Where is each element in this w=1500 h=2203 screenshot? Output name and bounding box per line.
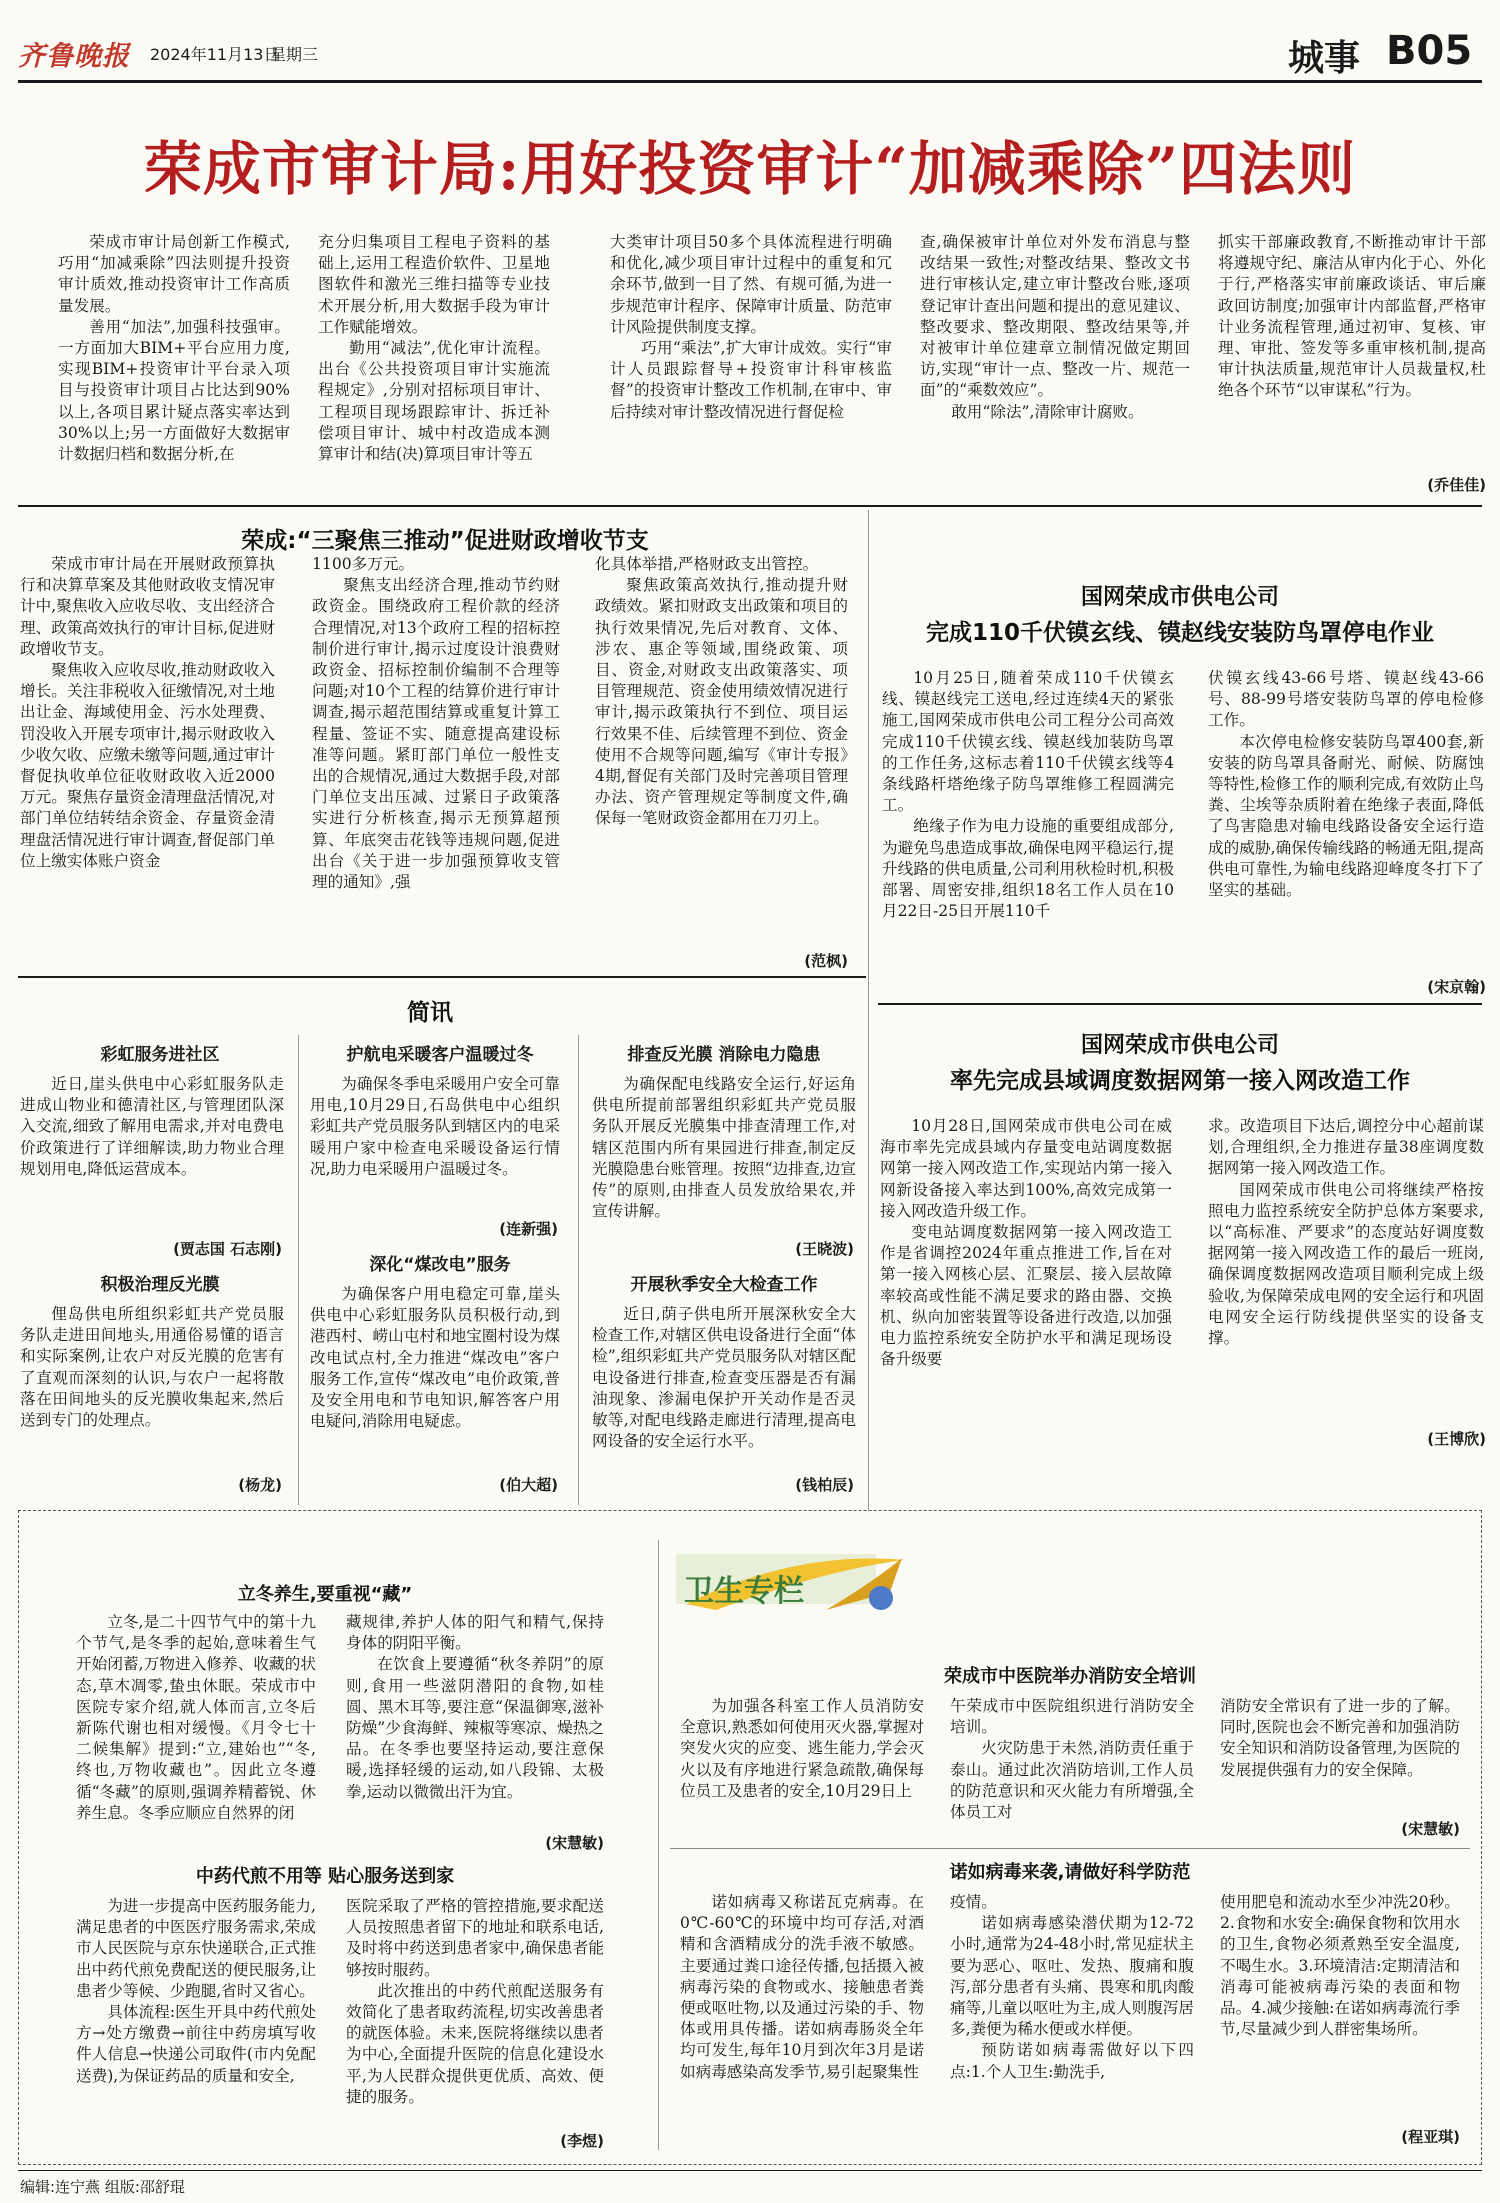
paragraph: 变电站调度数据网第一接入网改造工作是省调控2024年重点推进工作,旨在对第一接入网核心层、汇聚层、接入层故障率较高或性能不满足要求的路由器、交换机、纵向加密装置等设备进行改造,以加强电力监控系统安全防护水平和满足现场设备升级要 xyxy=(880,1223,1172,1369)
main-col-2 xyxy=(318,232,550,502)
paragraph: 大类审计项目50多个具体流程进行明确和优化,减少项目审计过程中的重复和冗余环节,做到一目了然、有规可循,为进一步规范审计程序、保障审计质量、防范审计风险提供制度支撑。 xyxy=(610,233,892,336)
footer-rule xyxy=(18,2170,1482,2171)
paragraph: 消防安全常识有了进一步的了解。同时,医院也会不断完善和加强消防安全知识和消防设备管理,为医院的发展提供强有力的安全保障。 xyxy=(1220,1697,1460,1779)
divider-v-2 xyxy=(298,1035,299,1505)
grid1-col-1 xyxy=(882,668,1174,994)
paragraph: 充分归集项目工程电子资料的基础上,运用工程造价软件、卫星地图软件和激光三维扫描等专业技术开展分析,用大数据手段为审计工作赋能增效。 xyxy=(318,233,550,336)
grid1-org: 国网荣成市供电公司 xyxy=(1080,585,1279,610)
paragraph: 在饮食上要遵循“秋冬养阴”的原则,食用一些滋阴潜阳的食物,如桂圆、黑木耳等,要注意“保温御寒,滋补防燥”少食海鲜、辣椒等寒凉、燥热之品。在冬季也要坚持运动,要注意保暖,选择轻缓的运动,如八段锦、太极拳,运动以微微出汗为宜。 xyxy=(346,1655,604,1801)
divider-v-health xyxy=(658,1540,659,2150)
main-col-5 xyxy=(1218,232,1486,472)
brief-2-byline: (杨龙) xyxy=(238,1476,282,1494)
finance-headline: 荣成:“三聚焦三推动”促进财政增收节支 xyxy=(241,528,649,554)
brief-6-title: 开展秋季安全大检查工作 xyxy=(630,1275,818,1295)
paragraph: 巧用“乘法”,扩大审计成效。实行“审计人员跟踪督导+投资审计科审核监督”的投资审计整改工作机制,在审中、审后持续对审计整改情况进行督促检 xyxy=(610,339,892,421)
health-a4-byline: (程亚琪) xyxy=(1401,2128,1460,2146)
paragraph: 敢用“除法”,清除审计腐败。 xyxy=(951,402,1144,421)
health-a3-title: 荣成市中医院举办消防安全培训 xyxy=(944,1666,1196,1687)
brief-6-byline: (钱柏辰) xyxy=(795,1476,854,1494)
health-a4-col-3 xyxy=(1220,1892,1460,2108)
brief-1-byline: (贾志国 石志刚) xyxy=(173,1240,282,1258)
paragraph: 聚焦收入应收尽收,推动财政收入增长。关注非税收入征缴情况,对土地出让金、海域使用金、污水处理费、罚没收入开展专项审计,揭示财政收入少收欠收、应缴未缴等问题,通过审计督促执收单位征收财政收入近2000万元。聚焦存量资金清理盘活情况,对部门单位结转结余资金、存量资金清理盘活情况进行审计调查,督促部门单位上缴实体账户资金 xyxy=(20,661,275,870)
paragraph: 使用肥皂和流动水至少冲洗20秒。2.食物和水安全:确保食物和饮用水的卫生,食物必须煮熟至安全温度,不喝生水。3.环境清洁:定期清洁和消毒可能被病毒污染的表面和物品。4.减少接触:在诺如病毒流行季节,尽量减少到人群密集场所。 xyxy=(1220,1893,1460,2039)
main-col-4 xyxy=(920,232,1190,502)
grid2-headline: 率先完成县域调度数据网第一接入网改造工作 xyxy=(950,1068,1410,1094)
health-a3-col-1 xyxy=(680,1696,924,1840)
main-col-1 xyxy=(58,232,290,502)
paragraph: 聚焦支出经济合理,推动节约财政资金。围绕政府工程价款的经济合理情况,对13个政府工程的招标控制价进行审计,揭示过度设计浪费财政资金、招标控制价编制不合理等问题;对10个工程的结算价进行审计调查,揭示超范围结算或重复计算工程量、签证不实、随意提高建设标准等问题。紧盯部门单位一般性支出的合规情况,通过大数据手段,对部门单位支出压减、过紧日子政策落实进行分析核查,揭示无预算超预算、年底突击花钱等违规问题,促进出台《关于进一步加强预算收支管理的通知》,强 xyxy=(312,576,560,892)
paragraph: 本次停电检修安装防鸟罩400套,新安装的防鸟罩具备耐光、耐候、防腐蚀等特性,检修工作的顺利完成,有效防止鸟粪、尘埃等杂质附着在绝缘子表面,降低了鸟害隐患对输电线路设备安全运行造成的威胁,确保传输线路的畅通无阻,提高供电可靠性,为输电线路迎峰度冬打下了坚实的基础。 xyxy=(1208,732,1484,900)
main-byline: (乔佳佳) xyxy=(1427,476,1486,494)
paragraph: 近日,崖头供电中心彩虹服务队走进成山物业和德清社区,与管理团队深入交流,细致了解用电需求,并对电费电价政策进行了详细解读,助力物业合理规划用电,降低运营成本。 xyxy=(20,1075,284,1178)
paragraph: 10月28日,国网荣成市供电公司在威海市率先完成县域内存量变电站调度数据网第一接入网改造工作,实现站内第一接入网新设备接入率达到100%,高效完成第一接入网改造升级工作。 xyxy=(880,1117,1172,1220)
grid2-col-1 xyxy=(880,1116,1172,1456)
paragraph: 诺如病毒感染潜伏期为12-72小时,通常为24-48小时,常见症状主要为恶心、呕吐、发热、腹痛和腹泻,部分患者有头痛、畏寒和肌肉酸痛等,儿童以呕吐为主,成人则腹泻居多,粪便为稀水便或水样便。 xyxy=(950,1914,1194,2039)
health-banner-text: 卫生专栏 xyxy=(684,1574,804,1609)
paragraph: 疫情。 xyxy=(950,1893,997,1911)
health-a3-col-2 xyxy=(950,1696,1194,1840)
health-a4-col-1 xyxy=(680,1892,924,2148)
grid2-org: 国网荣成市供电公司 xyxy=(1080,1033,1279,1058)
paragraph: 1100多万元。 xyxy=(312,555,415,573)
briefs-heading: 简讯 xyxy=(407,1000,453,1026)
health-a2-col-1 xyxy=(76,1896,316,2146)
newspaper-logo: 齐鲁晚报 xyxy=(18,41,130,72)
paragraph: 为确保配电线路安全运行,好运角供电所提前部署组织彩虹共产党员服务队开展反光膜集中排查清理工作,对辖区范围内所有果园进行排查,制定反光膜隐患台账管理。按照“边排查,边宣传”的原则,由排查人员发放给果农,并宣传讲解。 xyxy=(592,1075,856,1221)
paragraph: 伏镆玄线43-66号塔、镆赵线43-66号、88-99号塔安装防鸟罩的停电检修工作。 xyxy=(1208,669,1484,730)
paragraph: 荣成市审计局在开展财政预算执行和决算草案及其他财政收支情况审计中,聚焦收入应收尽收、支出经济合理、政策高效执行的审计目标,促进财政增收节支。 xyxy=(20,555,275,658)
main-headline: 荣成市审计局:用好投资审计“加减乘除”四法则 xyxy=(143,135,1357,203)
paragraph: 午荣成市中医院组织进行消防安全培训。 xyxy=(950,1697,1194,1737)
health-a2-byline: (李煜) xyxy=(560,2132,604,2150)
paragraph: 藏规律,养护人体的阳气和精气,保持身体的阴阳平衡。 xyxy=(346,1613,604,1653)
brief-1-title: 彩虹服务进社区 xyxy=(100,1045,220,1065)
paragraph: 为加强各科室工作人员消防安全意识,熟悉如何使用灭火器,掌握对突发火灾的应变、逃生能力,学会灭火以及有序地进行紧急疏散,确保每位员工及患者的安全,10月29日上 xyxy=(680,1697,924,1800)
divider-briefs xyxy=(18,976,866,978)
paragraph: 预防诺如病毒需做好以下四点:1.个人卫生:勤洗手, xyxy=(950,2041,1194,2081)
brief-5-text xyxy=(592,1074,856,1244)
divider-grid xyxy=(878,1003,1482,1005)
health-a1-col-1 xyxy=(76,1612,316,1870)
brief-4-byline: (伯大超) xyxy=(499,1476,558,1494)
brief-1-text xyxy=(20,1074,284,1244)
page-number: B05 xyxy=(1386,28,1473,74)
divider-health-h xyxy=(670,1848,1470,1849)
health-a3-byline: (宋慧敏) xyxy=(1401,1820,1460,1838)
brief-3-title: 护航电采暖客户温暖过冬 xyxy=(346,1045,534,1065)
grid2-byline: (王博欣) xyxy=(1427,1430,1486,1448)
paragraph: 此次推出的中药代煎配送服务有效简化了患者取药流程,切实改善患者的就医体验。未来,医院将继续以患者为中心,全面提升医院的信息化建设水平,为人民群众提供更优质、高效、便捷的服务。 xyxy=(346,1981,604,2106)
paragraph: 抓实干部廉政教育,不断推动审计干部将遵规守纪、廉洁从审内化于心、外化于行,严格落实审前廉政谈话、审后廉政回访制度;加强审计内部监督,严格审计业务流程管理,通过初审、复核、审理、审批、签发等多重审核机制,提高审计执法质量,规范审计人员裁量权,杜绝各个环节“以审谋私”行为。 xyxy=(1218,233,1486,400)
paragraph: 诺如病毒又称诺瓦克病毒。在0℃-60℃的环境中均可存活,对酒精和含酒精成分的洗手液不敏感。主要通过粪口途径传播,包括摄入被病毒污染的食物或水、接触患者粪便或呕吐物,以及通过污染的手、物体或用具传播。诺如病毒肠炎全年均可发生,每年10月到次年3月是诺如病毒感染高发季节,易引起聚集性 xyxy=(680,1893,924,2081)
health-a4-col-2 xyxy=(950,1892,1194,2148)
divider-main xyxy=(18,505,1482,507)
health-a4-title: 诺如病毒来袭,请做好科学防范 xyxy=(949,1862,1191,1883)
paragraph: 荣成市审计局创新工作模式,巧用“加减乘除”四法则提升投资审计质效,推动投资审计工作高质量发展。 xyxy=(58,233,290,315)
paragraph: 求。改造项目下达后,调控分中心超前谋划,合理组织,全力推进存量38座调度数据网第一接入网改造工作。 xyxy=(1208,1117,1484,1178)
finance-col-1 xyxy=(20,554,275,964)
paragraph: 国网荣成市供电公司将继续严格按照电力监控系统安全防护总体方案要求,以“高标准、严要求”的态度站好调度数据网第一接入网改造工作的最后一班岗,确保调度数据网改造项目顺利完成上级验收,为保障荣成电网的安全运行和巩固电网安全运行防线提供坚实的设备支撑。 xyxy=(1208,1180,1484,1348)
brief-4-title: 深化“煤改电”服务 xyxy=(369,1255,511,1275)
grid1-byline: (宋京翰) xyxy=(1427,978,1486,996)
section-name: 城事 xyxy=(1288,37,1361,79)
paragraph: 查,确保被审计单位对外发布消息与整改结果一致性;对整改结果、整改文书进行审核认定,建立审计整改台账,逐项登记审计查出问题和提出的意见建议、整改要求、整改期限、整改结果等,并对被审计单位建章立制情况做定期回访,实现“审计一点、整改一片、规范一面”的“乘数效应”。 xyxy=(920,233,1190,400)
paragraph: 善用“加法”,加强科技强审。一方面加大BIM+平台应用力度,实现BIM+投资审计平台录入项目与投资审计项目占比达到90%以上,各项目累计疑点落实率达到30%以上;另一方面做好大数据审计数据归档和数据分析,在 xyxy=(58,317,290,464)
brief-2-text xyxy=(20,1304,284,1494)
paragraph: 立冬,是二十四节气中的第十九个节气,是冬季的起始,意味着生气开始闭蓄,万物进入修养、收藏的状态,草木凋零,蛰虫休眠。荣成市中医院专家介绍,就人体而言,立冬后新陈代谢也相对缓慢。《月令七十二候集解》提到:“立,建始也”“冬,终也,万物收藏也”。因此立冬遵循“冬藏”的原则,强调养精蓄锐、休养生息。冬季应顺应自然界的闭 xyxy=(76,1613,316,1822)
masthead xyxy=(0,0,1500,80)
paragraph: 火灾防患于未然,消防责任重于泰山。通过此次消防培训,工作人员的防范意识和灭火能力有所增强,全体员工对 xyxy=(950,1739,1194,1822)
brief-6-text xyxy=(592,1304,856,1494)
finance-col-2 xyxy=(312,554,560,964)
health-a1-col-2 xyxy=(346,1612,604,1830)
paragraph: 聚焦政策高效执行,推动提升财政绩效。紧扣财政支出政策和项目的执行效果情况,先后对教育、文体、涉农、惠企等领域,围绕政策、项目、资金,对财政支出政策落实、项目管理规范、资金使用绩效情况进行审计,揭示政策执行不到位、项目运行效果不佳、后续管理不到位、资金使用不合规等问题,编写《审计专报》4期,督促有关部门及时完善项目管理办法、资产管理规定等制度文件,确保每一笔财政资金都用在刀刃上。 xyxy=(595,576,848,828)
grid1-col-2 xyxy=(1208,668,1484,988)
grid2-col-2 xyxy=(1208,1116,1484,1434)
paragraph: 勤用“减法”,优化审计流程。出台《公共投资项目审计实施流程规定》,分别对招标项目审计、工程项目现场跟踪审计、拆迁补偿项目审计、城中村改造成本测算审计和结(决)算项目审计等五 xyxy=(318,339,550,464)
finance-byline: (范枫) xyxy=(804,952,848,970)
brief-4-text xyxy=(310,1284,560,1496)
paragraph: 为确保冬季电采暖用户安全可靠用电,10月29日,石岛供电中心组织彩虹共产党员服务队到辖区内的电采暖用户家中检查电采暖设备运行情况,助力电采暖用户温暖过冬。 xyxy=(310,1075,560,1178)
paragraph: 为进一步提高中医药服务能力,满足患者的中医医疗服务需求,荣成市人民医院与京东快递联合,正式推出中药代煎免费配送的便民服务,让患者少等候、少跑腿,省时又省心。 xyxy=(76,1897,316,2000)
brief-5-title: 排查反光膜 消除电力隐患 xyxy=(627,1045,821,1065)
paragraph: 化具体举措,严格财政支出管控。 xyxy=(595,555,819,573)
paragraph: 俚岛供电所组织彩虹共产党员服务队走进田间地头,用通俗易懂的语言和实际案例,让农户对反光膜的危害有了直观而深刻的认识,与农户一起将散落在田间地头的反光膜收集起来,然后送到专门的处理点。 xyxy=(20,1305,284,1430)
health-a2-title: 中药代煎不用等 贴心服务送到家 xyxy=(195,1866,455,1887)
main-col-3 xyxy=(610,232,892,502)
finance-col-3 xyxy=(595,554,848,950)
paragraph: 医院采取了严格的管控措施,要求配送人员按照患者留下的地址和联系电话,及时将中药送到患者家中,确保患者能够按时服药。 xyxy=(346,1897,604,1979)
brief-2-title: 积极治理反光膜 xyxy=(100,1275,220,1295)
paragraph: 具体流程:医生开具中药代煎处方→处方缴费→前往中药房填写收件人信息→快递公司取件(市内免配送费),为保证药品的质量和安全, xyxy=(76,2003,316,2085)
paragraph: 近日,荫子供电所开展深秋安全大检查工作,对辖区供电设备进行全面“体检”,组织彩虹共产党员服务队对辖区配电设备进行排查,检查变压器是否有漏油现象、渗漏电保护开关动作是否灵敏等,对配电线路走廊进行清理,提高电网设备的安全运行水平。 xyxy=(592,1305,856,1451)
issue-date: 2024年11月13日 xyxy=(150,45,280,64)
health-banner xyxy=(676,1540,906,1620)
health-a3-col-3 xyxy=(1220,1696,1460,1812)
paragraph: 为确保客户用电稳定可靠,崖头供电中心彩虹服务队员积极行动,到港西村、崂山屯村和地宝圈村设为煤改电试点村,全力推进“煤改电”客户服务工作,宣传“煤改电”电价政策,普及安全用电和节电知识,解答客户用电疑问,消除用电疑虑。 xyxy=(310,1285,560,1431)
issue-weekday: 星期三 xyxy=(270,45,319,64)
paragraph: 10月25日,随着荣成110千伏镆玄线、镆赵线完工送电,经过连续4天的紧张施工,国网荣成市供电公司工程分公司高效完成110千伏镆玄线、镆赵线加装防鸟罩的工作任务,这标志着110千伏镆玄线等4条线路杆塔绝缘子防鸟罩维修工程圆满完工。 xyxy=(882,669,1174,815)
footer-credits: 编辑:连宁燕 组版:邵舒琨 xyxy=(20,2178,185,2196)
brief-3-text xyxy=(310,1074,560,1222)
brief-5-byline: (王晓波) xyxy=(795,1240,854,1258)
masthead-rule xyxy=(18,80,1482,83)
grid1-headline: 完成110千伏镆玄线、镆赵线安装防鸟罩停电作业 xyxy=(925,620,1434,646)
health-a1-title: 立冬养生,要重视“藏” xyxy=(237,1584,413,1605)
brief-3-byline: (连新强) xyxy=(499,1220,558,1238)
health-a2-col-2 xyxy=(346,1896,604,2134)
health-a1-byline: (宋慧敏) xyxy=(545,1834,604,1852)
divider-v-3 xyxy=(578,1035,579,1505)
divider-v-1 xyxy=(868,510,869,1510)
paragraph: 绝缘子作为电力设施的重要组成部分,为避免鸟患造成事故,确保电网平稳运行,提升线路的供电质量,公司利用秋检时机,积极部署、周密安排,组织18名工作人员在10月22日-25日开展110千 xyxy=(882,817,1174,921)
